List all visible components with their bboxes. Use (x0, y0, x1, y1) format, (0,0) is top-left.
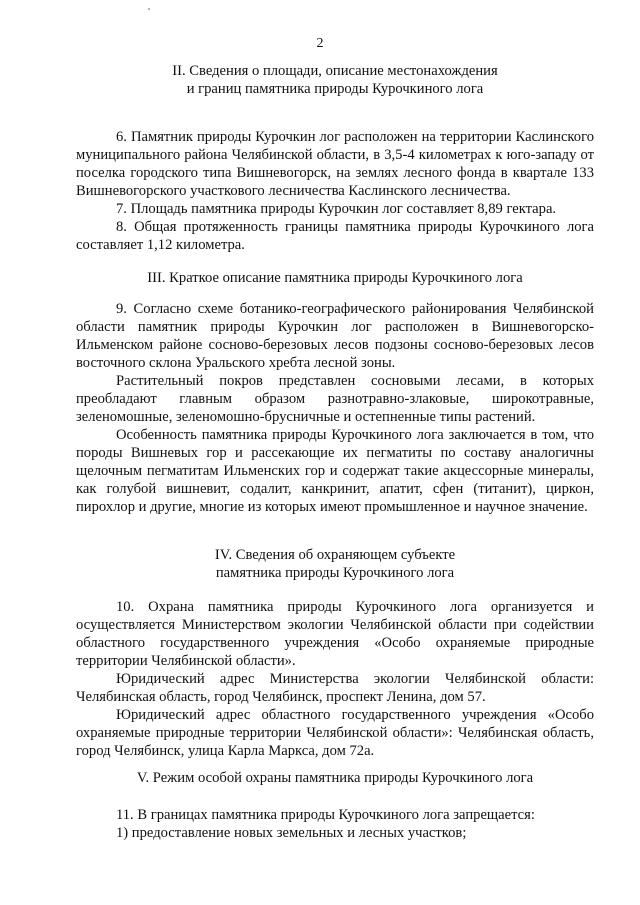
paragraph-8: 8. Общая протяженность границы памятника природы Курочкиного лога составляет 1,12 километра. (76, 219, 594, 253)
section-4-heading-line1: IV. Сведения об охраняющем субъекте (214, 547, 456, 563)
section-2-heading-line1: II. Сведения о площади, описание местонахождения (172, 63, 498, 79)
section-2-heading (76, 62, 594, 98)
page-number: 2 (316, 36, 324, 51)
paragraph-11-item-1: 1) предоставление новых земельных и лесных участков; (116, 825, 467, 841)
section-4-heading-line2: памятника природы Курочкиного лога (215, 565, 455, 581)
section-3-heading: III. Краткое описание памятника природы Курочкиного лога (147, 270, 523, 286)
section-2-heading-line2: и границ памятника природы Курочкиного лога (186, 81, 484, 97)
paragraph-9: 9. Согласно схеме ботанико-географического районирования Челябинской области памятник природы Курочкин лог расположен в Вишневогорско-Ильменском районе сосново-березовых лесов подзоны сосново-березовых лесов восточного склона Уральского хребта лесной зоны. (76, 301, 594, 371)
paragraph-features: Особенность памятника природы Курочкиного лога заключается в том, что породы Вишневых гор и рассекающие их пегматиты по составу аналогичны щелочным пегматитам Ильменских гор и содержат такие акцессорные минералы, как голубой вишневит, содалит, канкринит, апатит, сфен (титанит), циркон, пирохлор и другие, многие из которых имеют промышленное и научное значение. (76, 427, 594, 515)
paragraph-institution-address: Юридический адрес областного государственного учреждения «Особо охраняемые природные территории Челябинской области»: Челябинская область, город Челябинск, улица Карла Маркса, дом 72а. (76, 707, 594, 759)
paragraph-6: 6. Памятник природы Курочкин лог расположен на территории Каслинского муниципального района Челябинской области, в 3,5-4 километрах к юго-западу от поселка городского типа Вишневогорск, на землях лесного фонда в квартале 133 Вишневогорского участкового лесничества Каслинского лесничества. (76, 129, 594, 199)
paragraph-11: 11. В границах памятника природы Курочкиного лога запрещается: (116, 807, 535, 823)
paragraph-10: 10. Охрана памятника природы Курочкиного лога организуется и осуществляется Министерством экологии Челябинской области при содействии областного государственного учреждения «Особо охраняемые природные территории Челябинской области». (76, 599, 594, 669)
paragraph-vegetation: Растительный покров представлен сосновыми лесами, в которых преобладают главным образом разнотравно-злаковые, широкотравные, зеленомошные, зеленомошно-брусничные и остепненные типы растений. (76, 373, 594, 425)
scan-speck (148, 8, 150, 10)
paragraph-ministry-address: Юридический адрес Министерства экологии Челябинской области: Челябинская область, город Челябинск, проспект Ленина, дом 57. (76, 671, 594, 705)
section-4-heading (76, 546, 594, 582)
paragraph-7: 7. Площадь памятника природы Курочкин лог составляет 8,89 гектара. (116, 201, 557, 217)
section-5-heading: V. Режим особой охраны памятника природы Курочкиного лога (136, 770, 534, 786)
